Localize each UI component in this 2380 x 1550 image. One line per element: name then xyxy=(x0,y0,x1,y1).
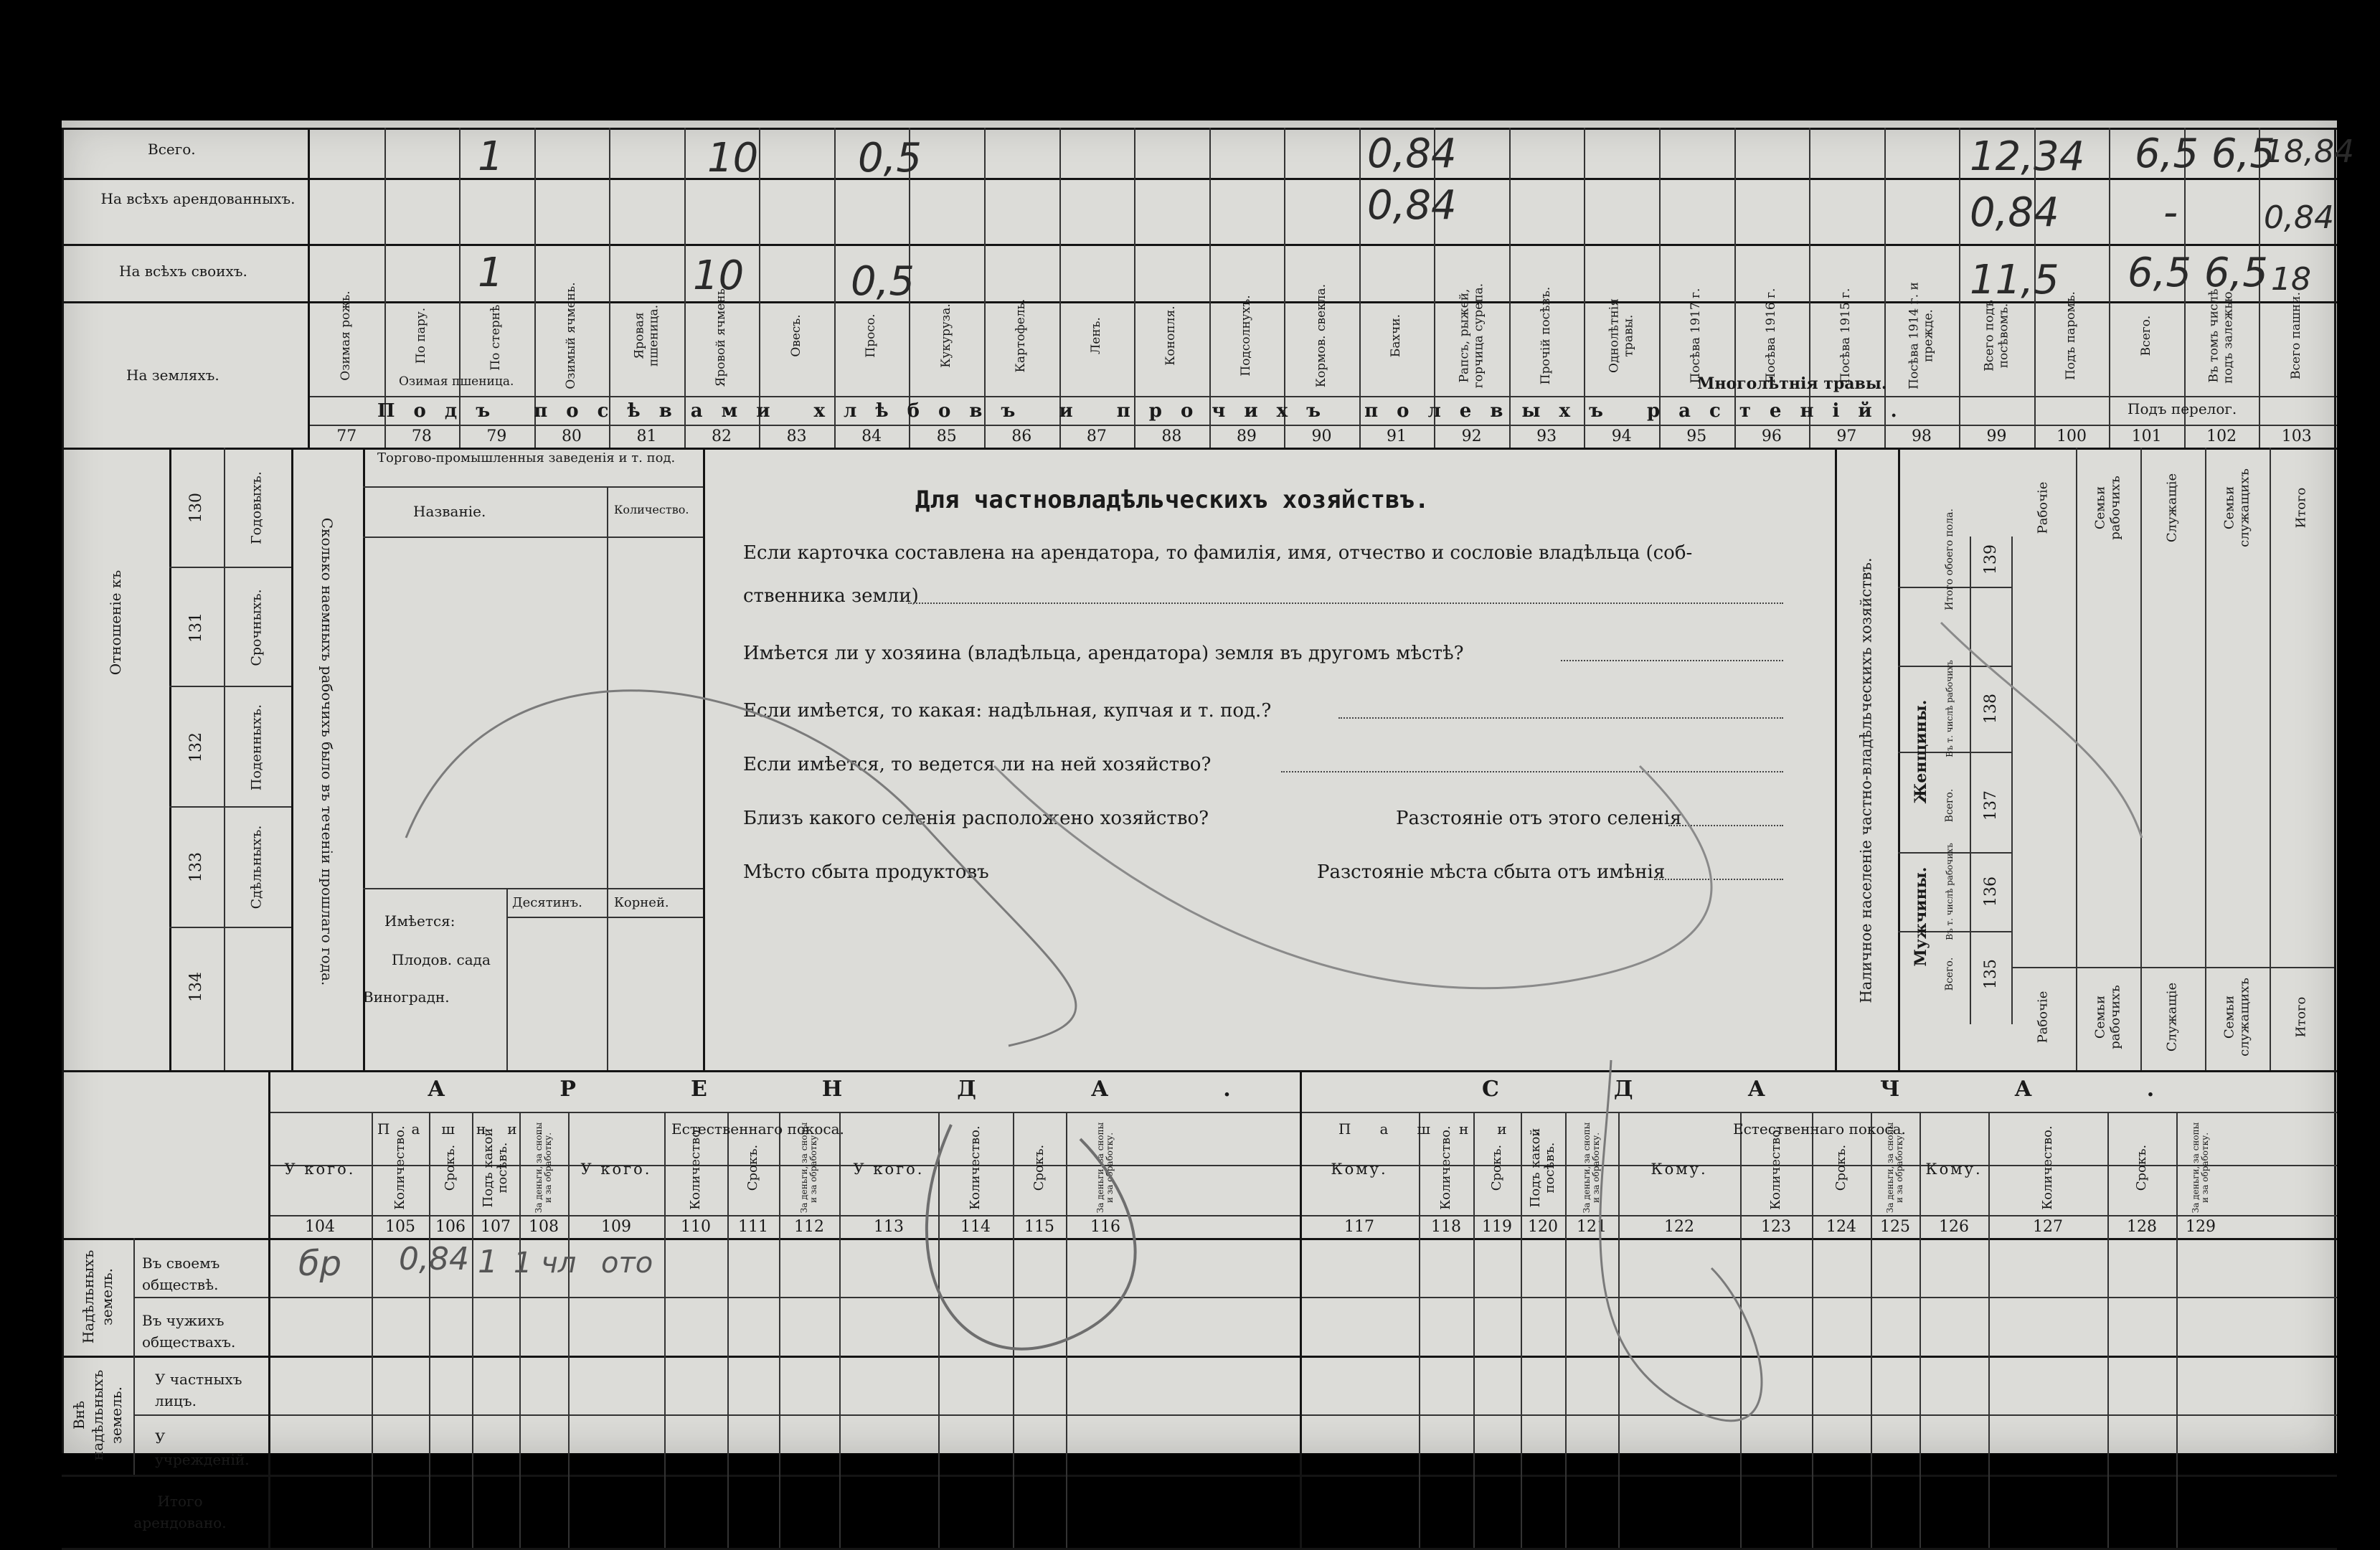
lease-col-label-116: За деньги, за снопы и за обработку. xyxy=(1095,1122,1115,1214)
hw-rent-104: бр xyxy=(298,1244,342,1284)
non-allotment-label: Внѣ надѣльныхъ земель. xyxy=(70,1369,125,1461)
trade-roots-label: Корней. xyxy=(614,895,669,910)
lease-col-label-113: У кого. xyxy=(853,1161,925,1178)
population-men-incl: Въ т. числѣ рабочихъ xyxy=(1945,843,1955,940)
lease-col-label-114: Количество. xyxy=(968,1125,983,1210)
crop-col-num-96: 96 xyxy=(1761,427,1782,445)
hw-rented-99: 0,84 xyxy=(1970,189,2059,236)
lease-col-num-111: 111 xyxy=(738,1218,768,1236)
private-q1a: Если карточка составлена на арендатора, то фамилiя, имя, отчество и сословiе владѣльца (соб- xyxy=(743,542,1693,564)
lease-col-num-106: 106 xyxy=(435,1218,466,1236)
relation-label-131: Срочныхъ. xyxy=(248,589,265,666)
crop-col-num-78: 78 xyxy=(411,427,432,445)
crop-col-num-101: 101 xyxy=(2131,427,2162,445)
hw-rented-91: 0,84 xyxy=(1367,182,1457,229)
hw-rent-107: 1 чл xyxy=(514,1247,577,1280)
crop-col-label-97: Посѣва 1915 г. xyxy=(1838,288,1854,384)
own-community-label: Въ своемъ обществѣ. xyxy=(142,1254,220,1293)
crop-col-num-99: 99 xyxy=(1986,427,2007,445)
population-title: Наличное населенiе частно-владѣльческихъ хозяйствъ. xyxy=(1857,557,1875,1003)
lease-col-label-120: Подъ какой посѣвъ. xyxy=(1528,1128,1557,1208)
crop-col-num-79: 79 xyxy=(486,427,507,445)
crop-col-num-81: 81 xyxy=(636,427,657,445)
lease-col-label-106: Срокъ. xyxy=(443,1144,458,1191)
crop-col-label-90: Кормов. свекла. xyxy=(1313,283,1328,388)
pop-num-137: 137 xyxy=(1982,790,2000,821)
crop-col-num-82: 82 xyxy=(712,427,732,445)
lease-col-label-128: Срокъ. xyxy=(2134,1144,2150,1191)
private-q6b: Разстоянiе мѣста сбыта отъ имѣнiя xyxy=(1317,861,1666,883)
crop-col-label-99: Всего подъ посѣвомъ. xyxy=(1981,300,2011,372)
crop-col-label-91: Бахчи. xyxy=(1389,313,1404,358)
crops-banner: Подъ посѣвами хлѣбовъ и прочихъ полевыхъ растенiй. xyxy=(377,400,1916,422)
lease-col-label-110: Количество. xyxy=(688,1125,704,1210)
crop-col-label-84: Просо. xyxy=(864,313,879,358)
lease-col-num-113: 113 xyxy=(874,1218,904,1236)
hw-total-99: 12,34 xyxy=(1970,133,2085,180)
crop-col-label-93: Прочiй посѣвъ. xyxy=(1539,286,1554,385)
worker-col-top-3: Семьи служащихъ xyxy=(2221,468,2252,547)
trade-orchards-label: Плодов. сада xyxy=(392,951,491,968)
lease-col-label-119: Срокъ. xyxy=(1489,1144,1505,1191)
row-label-total: Всего. xyxy=(148,141,196,158)
lease-col-label-124: Срокъ. xyxy=(1833,1144,1849,1191)
lease-col-label-118: Количество. xyxy=(1438,1125,1454,1210)
crop-col-num-91: 91 xyxy=(1387,427,1407,445)
crop-col-label-87: Ленъ. xyxy=(1089,317,1104,354)
sdacha-arable: Пашни. xyxy=(1338,1120,1569,1138)
lease-col-num-119: 119 xyxy=(1482,1218,1512,1236)
crop-col-label-89: Подсолнухъ. xyxy=(1239,295,1254,377)
population-women: Женщины. xyxy=(1912,699,1930,804)
lease-col-label-112: За деньги, за снопы и за обработку. xyxy=(798,1122,818,1214)
lease-col-label-111: Срокъ. xyxy=(745,1144,761,1191)
worker-col-top-0: Рабочiе xyxy=(2035,481,2051,534)
crop-col-label-81: Яровая пшеница. xyxy=(631,304,661,367)
census-card-sheet xyxy=(62,120,2354,1531)
private-persons-label: У частныхъ лицъ. xyxy=(155,1371,242,1409)
crop-col-label-101: Всего. xyxy=(2138,315,2153,356)
other-community-label: Въ чужихъ обществахъ. xyxy=(142,1312,236,1351)
pop-num-138: 138 xyxy=(1982,694,2000,724)
crop-col-num-77: 77 xyxy=(336,427,357,445)
trade-name-label: Названiе. xyxy=(413,503,486,520)
private-title: Для частновладѣльческихъ хозяйствъ. xyxy=(915,486,1430,514)
allotment-lands-label: Надѣльныхъ земель. xyxy=(80,1249,115,1344)
hw-total-101: 6,5 6,5 xyxy=(2135,131,2275,177)
crop-col-num-89: 89 xyxy=(1236,427,1257,445)
hw-own-99: 11,5 xyxy=(1970,257,2059,303)
trade-vineyards-label: Виноградн. xyxy=(363,988,450,1006)
relation-title: Отношенiе къ xyxy=(107,570,124,676)
lease-col-num-107: 107 xyxy=(481,1218,511,1236)
trade-desyatin-label: Десятинъ. xyxy=(512,895,582,910)
relation-num-131: 131 xyxy=(187,613,205,643)
arenda-arable: Пашни. xyxy=(377,1120,565,1138)
hw-own-103: 18 xyxy=(2271,261,2311,298)
lease-col-num-124: 124 xyxy=(1826,1218,1856,1236)
crop-col-label-102: Въ томъ числѣ подъ залежью. xyxy=(2206,288,2236,384)
crop-col-label-78: По пару. xyxy=(414,307,429,364)
crop-col-num-94: 94 xyxy=(1611,427,1632,445)
worker-col-top-2: Служащiе xyxy=(2164,473,2180,543)
lease-col-num-120: 120 xyxy=(1528,1218,1558,1236)
lease-col-label-122: Кому. xyxy=(1651,1161,1708,1178)
lease-col-label-121: За деньги, за снопы и за обработку. xyxy=(1581,1122,1601,1214)
lease-col-label-115: Срокъ. xyxy=(1031,1144,1047,1191)
private-q6: Мѣсто сбыта продуктовъ xyxy=(743,861,989,883)
crop-col-label-95: Посѣва 1917 г. xyxy=(1689,288,1704,384)
row-label-own: На всѣхъ своихъ. xyxy=(119,263,247,280)
crop-col-num-84: 84 xyxy=(861,427,882,445)
hw-rent-108: ото xyxy=(601,1247,653,1280)
private-q5: Близъ какого селенiя расположено хозяйство? xyxy=(743,808,1209,829)
population-men: Мужчины. xyxy=(1912,866,1930,967)
arenda-title: АРЕНДА. xyxy=(428,1077,1346,1102)
lease-col-label-104: У кого. xyxy=(284,1161,356,1178)
lease-col-num-116: 116 xyxy=(1090,1218,1120,1236)
worker-col-bottom-4: Итого xyxy=(2293,996,2309,1038)
hired-workers-label: Сколько наемныхъ рабочихъ было въ теченiи прошлаго года. xyxy=(318,517,336,986)
institutions-label: У учрежденiй. xyxy=(155,1430,250,1468)
pop-num-135: 135 xyxy=(1982,959,2000,989)
crop-col-label-92: Рапсъ, рыжей, горчица сурепа. xyxy=(1457,283,1486,389)
lease-col-num-110: 110 xyxy=(681,1218,711,1236)
lease-col-num-129: 129 xyxy=(2186,1218,2216,1236)
crop-col-label-100: Подъ паромъ. xyxy=(2064,291,2079,380)
crop-col-label-94: Однолѣтнiя травы. xyxy=(1607,298,1635,373)
hw-rented-103: 0,84 xyxy=(2264,199,2334,236)
hw-total-84: 0,5 xyxy=(858,135,922,181)
hw-total-82: 10 xyxy=(707,135,759,181)
hw-own-101: 6,5 6,5 xyxy=(2128,250,2268,296)
lease-col-label-125: За деньги, за снопы и за обработку. xyxy=(1884,1122,1904,1214)
crop-col-num-102: 102 xyxy=(2206,427,2237,445)
trade-count-label: Количество. xyxy=(614,503,689,516)
relation-label-133: Сдѣльныхъ. xyxy=(248,825,265,909)
lease-col-label-108: За деньги, за снопы и за обработку. xyxy=(533,1122,553,1214)
lease-col-label-126: Кому. xyxy=(1925,1161,1983,1178)
crop-col-label-86: Картофель. xyxy=(1014,298,1029,373)
lease-col-num-127: 127 xyxy=(2033,1218,2063,1236)
private-q1b: ственника земли) xyxy=(743,585,919,607)
row-label-rented: На всѣхъ арендованныхъ. xyxy=(100,190,296,207)
crop-col-label-83: Овесъ. xyxy=(788,314,803,357)
relation-num-134: 134 xyxy=(187,972,205,1002)
crop-col-num-85: 85 xyxy=(936,427,957,445)
hw-total-91: 0,84 xyxy=(1367,131,1457,177)
worker-col-bottom-3: Семьи служащихъ xyxy=(2221,978,2252,1057)
crop-col-label-79: По стернѣ. xyxy=(488,301,504,371)
pencil-scribbles xyxy=(62,120,2337,1453)
lease-col-label-123: Количество. xyxy=(1768,1125,1784,1210)
crop-col-num-80: 80 xyxy=(561,427,582,445)
crop-col-label-85: Кукуруза. xyxy=(938,303,953,368)
hw-own-84: 0,5 xyxy=(851,258,915,305)
lease-col-label-109: У кого. xyxy=(580,1161,652,1178)
private-q3: Если имѣется, то какая: надѣльная, купчая и т. под.? xyxy=(743,700,1272,722)
relation-label-130: Годовыхъ. xyxy=(248,471,265,544)
lease-col-num-109: 109 xyxy=(601,1218,631,1236)
crop-col-num-87: 87 xyxy=(1086,427,1107,445)
crop-col-num-103: 103 xyxy=(2281,427,2312,445)
hw-own-82: 10 xyxy=(693,252,745,299)
private-q2: Имѣется ли у хозяина (владѣльца, арендатора) земля въ другомъ мѣстѣ? xyxy=(743,643,1464,664)
relation-num-130: 130 xyxy=(187,493,205,523)
worker-col-top-1: Семьи рабочихъ xyxy=(2092,476,2122,540)
lease-col-num-104: 104 xyxy=(305,1218,335,1236)
crop-col-num-86: 86 xyxy=(1011,427,1032,445)
lease-col-num-115: 115 xyxy=(1024,1218,1054,1236)
population-grand: Итого обоего пола. xyxy=(1944,509,1955,610)
pop-num-139: 139 xyxy=(1982,544,2000,575)
total-rented-label: Итого арендовано. xyxy=(133,1493,227,1531)
crop-col-label-103: Всего пашни. xyxy=(2288,292,2303,379)
crop-col-num-93: 93 xyxy=(1536,427,1557,445)
lease-col-num-117: 117 xyxy=(1344,1218,1374,1236)
winter-wheat-sublabel: Озимая пшеница. xyxy=(399,374,514,389)
crop-col-label-88: Конопля. xyxy=(1163,306,1179,366)
worker-col-bottom-0: Рабочiе xyxy=(2035,991,2051,1044)
hw-rent-105: 0,84 xyxy=(399,1241,469,1277)
trade-has-label: Имѣется: xyxy=(384,912,455,930)
lease-col-num-121: 121 xyxy=(1577,1218,1607,1236)
population-women-incl: Въ т. числѣ рабочихъ xyxy=(1945,660,1955,757)
lease-col-num-123: 123 xyxy=(1761,1218,1791,1236)
crop-col-num-90: 90 xyxy=(1311,427,1332,445)
lease-col-label-129: За деньги, за снопы и за обработку. xyxy=(2190,1122,2210,1214)
pop-num-136: 136 xyxy=(1982,876,2000,907)
hw-own-79: 1 xyxy=(478,250,504,296)
crop-col-num-97: 97 xyxy=(1836,427,1857,445)
lease-col-label-105: Количество. xyxy=(392,1125,408,1210)
crop-col-num-92: 92 xyxy=(1461,427,1482,445)
crop-col-label-77: Озимая рожь. xyxy=(339,290,354,381)
fallow-sublabel: Подъ перелог. xyxy=(2128,400,2237,417)
lease-col-num-125: 125 xyxy=(1880,1218,1910,1236)
crop-col-num-83: 83 xyxy=(786,427,807,445)
sdacha-hay: Естественнаго покоса. xyxy=(1733,1120,1906,1138)
crop-col-label-80: Озимый ячмень. xyxy=(564,282,579,389)
perennial-sublabel: Многолѣтнiя травы. xyxy=(1697,374,1887,393)
crop-col-num-88: 88 xyxy=(1161,427,1182,445)
lease-col-num-128: 128 xyxy=(2127,1218,2157,1236)
lease-col-label-127: Количество. xyxy=(2040,1125,2056,1210)
lease-col-num-105: 105 xyxy=(385,1218,415,1236)
hw-total-79: 1 xyxy=(478,133,504,180)
population-men-total: Всего. xyxy=(1944,957,1955,991)
worker-col-bottom-1: Семьи рабочихъ xyxy=(2092,985,2122,1049)
arenda-hay: Естественнаго покоса. xyxy=(671,1120,844,1138)
lease-col-label-117: Кому. xyxy=(1331,1161,1388,1178)
crop-col-label-82: Яровой ячмень. xyxy=(714,284,729,387)
worker-col-bottom-2: Служащiе xyxy=(2164,982,2180,1052)
lease-col-num-108: 108 xyxy=(529,1218,559,1236)
lease-col-num-114: 114 xyxy=(960,1218,991,1236)
sdacha-title: СДАЧА. xyxy=(1482,1077,2270,1102)
lease-col-num-122: 122 xyxy=(1664,1218,1694,1236)
hw-rent-106: 1 xyxy=(478,1244,498,1280)
relation-num-132: 132 xyxy=(187,732,205,762)
lease-col-num-118: 118 xyxy=(1431,1218,1461,1236)
private-q5b: Разстоянiе отъ этого селенiя xyxy=(1396,808,1682,829)
lease-col-label-107: Подъ какой посѣвъ. xyxy=(481,1128,510,1208)
relation-num-133: 133 xyxy=(187,852,205,882)
lease-col-num-112: 112 xyxy=(794,1218,824,1236)
worker-col-top-4: Итого xyxy=(2293,487,2309,529)
lease-col-num-126: 126 xyxy=(1939,1218,1969,1236)
row-label-on-lands: На земляхъ. xyxy=(126,367,219,384)
hw-rented-101: - xyxy=(2163,189,2178,236)
crop-col-label-98: Посѣва 1914 г. и прежде. xyxy=(1907,282,1935,389)
hw-total-103: 18,84 xyxy=(2264,133,2354,170)
crop-col-label-96: Посѣва 1916 г. xyxy=(1764,288,1779,384)
crop-col-num-95: 95 xyxy=(1686,427,1707,445)
crop-col-num-100: 100 xyxy=(2056,427,2087,445)
private-q4: Если имѣется, то ведется ли на ней хозяйство? xyxy=(743,754,1212,775)
relation-label-132: Поденныхъ. xyxy=(248,704,265,791)
crop-col-num-98: 98 xyxy=(1911,427,1932,445)
population-women-total: Всего. xyxy=(1944,788,1955,823)
trade-title: Торгово-промышленныя заведенiя и т. под. xyxy=(377,450,676,466)
